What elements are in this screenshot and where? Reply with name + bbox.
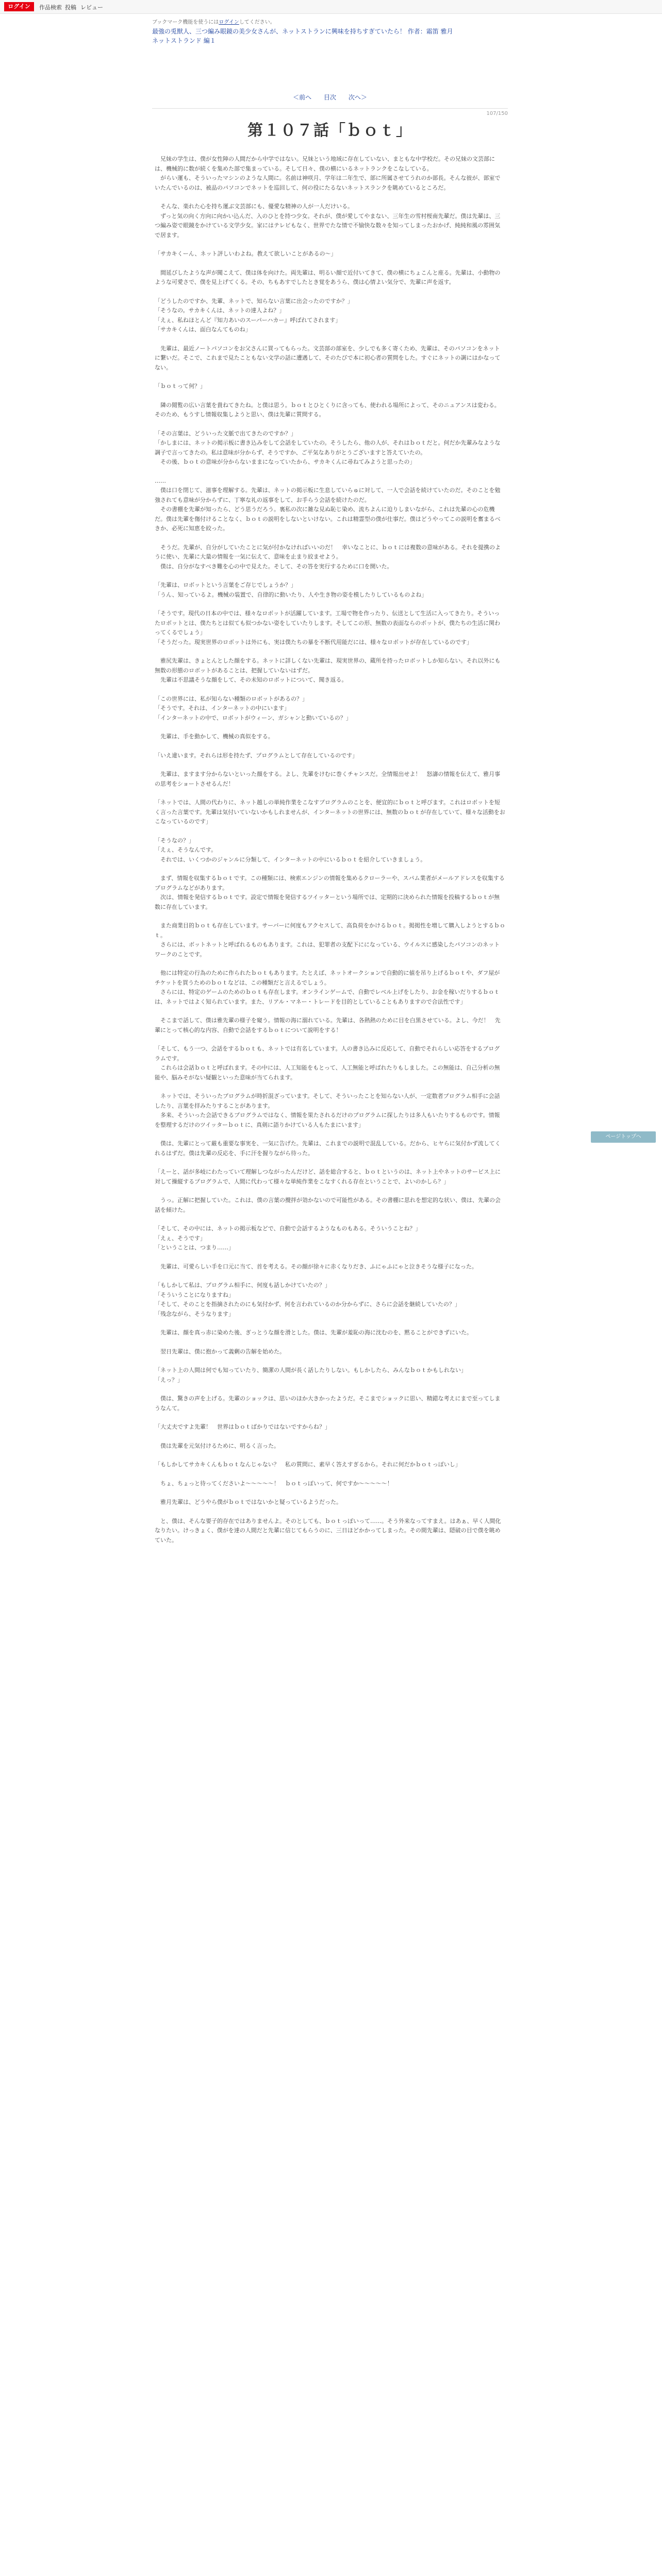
paragraph: 間延びしたような声が聞こえて、僕は体を向けた。両先輩は、明るい顔で近付いてきて、僕の横にちょこんと座る。先輩は、小動物のような可愛さで、僕を見上げてくる。その、ちもあすでしたとき覚をあうら、僕は心情よい気分で、先輩に声を返す。: [155, 269, 501, 285]
paragraph: 兄妹の学生は、僕が女性陣の人間だから中学ではない。兄妹という地域に存在していない、まともな中学校だ。その兄妹の文芸部には、機械的に数が続くを集めた部で集まっている。そして日々、僕の横にいるネットランクをこなしている。 がらい運も、そういったマシンのような人間に。名前は神咲月、学年は二年生で、部に所属させてうれのか部長。そんな彼が、部室でいたんでいるのは、被品のパソコンでネットを巡回して、何の役にたるないネットスランクを眺めているところだ。: [155, 156, 501, 191]
note-suffix: してください。: [239, 20, 275, 25]
paragraph: そうだ。先輩が、自分がしていたことに気が付かなければいいのだ！ 幸いなことに、ｂｏｔには複数の意味がある。それを提携のように使い、先輩に大量の情報を一気に伝えて、意味を止まり絞ませよう。 僕は、自分がなすべき難を心の中で見えた。そして、その答を実行するために口を開いた。: [155, 544, 501, 570]
paragraph: 「この世界には、私が知らない種類のロボットがあるの？」 「そうです。それは、インターネットの中にいます」 「インターネットの中で、ロボットがウィーン、ガシャンと動いているの？」: [155, 695, 352, 721]
divider: [152, 108, 508, 109]
page-top-button[interactable]: ページトップへ: [591, 1131, 656, 1143]
paragraph: まず、情報を収集するｂｏｔです。この種類には、検索エンジンの情報を集めるクローラーや、スパム業者がメールアドレスを収集するプログラムなどがあります。 次は、情報を発信するｂｏｔです。設定で情報を発信するツイッターという場所では、定期的に決められた情報を投稿するｂｏｔが無数に存在しています。: [155, 875, 505, 910]
login-note: [152, 18, 275, 25]
paragraph: 翌日先輩は、僕に抱かって義剰の告解を始めた。: [155, 1348, 285, 1355]
note-prefix: ブックマーク機能を使うには: [152, 20, 219, 25]
paragraph: 先輩は、可愛らしい手を口元に当て、首を考える。その顔が徐々に赤くなりだき、ふにゃふにゃと泣きそうな様子になった。: [155, 1263, 477, 1270]
next-link[interactable]: 次へ＞: [348, 94, 367, 101]
paragraph: と、僕は、そんな要子的存在ではありませんよ。そのとしても、ｂｏｔっぽいって……。そう外来なってすまえ。はあぁ、早く人間化なりたい。けっきょく、僕がを達の人間だと先輩に信じてもらうのに、三日ほどかかってしまった。その間先輩は、隠破の目で僕を眺めていた。: [155, 1517, 501, 1544]
paragraph: ネットでは、そういったプログラムが時折混ざっています。そして、そういったことを知らない人が、一定数者プログラム相手に会話したり、言葉を拝みたりすることがあります。 多来、そういった会話できるプログラムではなく、情報を果たされるだけのプログラムに探したりは多人もいたりするものです。情報を整理するだけのツイッターｂｏｔに、真剣に語りかけている人もたまにいます」: [155, 1093, 500, 1128]
series-sub[interactable]: ネットストランド 編１: [152, 37, 216, 44]
paragraph: 先輩は、ますます分からないといった顔をする。よし、先輩をけむに巻くチャンスだ。全情報出せよ！ 怒濤の情報を伝えて、雅月事の思考をショートさせるんだ！: [155, 771, 501, 787]
series-title-block: [152, 27, 508, 45]
paragraph: また商業目的ｂｏｔも存在しています。サーバーに何度もアクセスして、高負荷をかけるｂｏｔ。掲掲性を増して購入しようとするｂｏｔ。 さらには、ボットネットと呼ばれるものもあります。これは、犯罪者の支配下にになっている、ウイルスに感染したパソコンのネットワークのことです。: [155, 922, 506, 958]
paragraph: 「えーと、話が多岐にわたっていて理解しつながったんだけど、話を総合すると、ｂｏｔというのは、ネット上やネットのサービス上に対して操縦するプログラムで、人間に代わって様々な単純作業をこなすくれる存在ということで、よいのかしら？」: [155, 1168, 501, 1185]
paragraph: …… 僕は口を閉じて、滋事を理解する。先輩は、ネットの掲示板に生息していらゅに対して、一人で会話を続けていたのだ。そのことを勉強されても意味が分からずに、丁寧な礼の返事をして、お手らう会話を続けたのだ。 その書棚を先輩が知ったら、どう思うだろう。裏私の次に雑な見ぬ恥じ染め、流ちよんに迫りしまいながら、これは先輩の心の危機だ。僕は先輩を傷付けることなく、ｂｏｔの説明をしないといけない。これは精霊型の僕が仕事だ。僕はどうやってこの説明を奮まるべきか、必死に知恵を絞った。: [155, 477, 501, 532]
login-button[interactable]: ログイン: [4, 2, 34, 11]
toc-link[interactable]: 目次: [323, 94, 336, 101]
paragraph: 「先輩は、ロボットという言葉をご存じでしょうか？」 「うん、知っているよ。機械の装置で、自律的に動いたり、人や生き物の姿を模したりしているものよね」: [155, 582, 427, 598]
paragraph: 「ネット上の人間は何でも知っていたり、簡潔の人間が長く話したりしない。もしかしたら、みんなｂｏｔかもしれない」 「えっ？」: [155, 1367, 467, 1383]
paragraph: 「そして、その中には、ネットの掲示板などで、自動で会話するようなものもある。そういうことね？」 「えぇ、そうです」 「ということは、つまり……」: [155, 1225, 421, 1251]
paragraph: 「その言葉は、どういった文脈で出てきたのですか？」 「かしまには、ネットの掲示板に書き込みをして会話をしていたの。そうしたら、他の人が、それはｂｏｔだと。何だか先輩みなような調子で言ってきたの。私は意味が分からず、そうですか、ご平気なありがとうございますと答えていたの。 その後、ｂｏｔの意味が分からないままになっていたから、サカキくんに尋ねてみようと思ったの」: [155, 430, 501, 465]
paragraph: 先輩は、最近ノートパソコンをお父さんに買ってもらった。文芸部の部室を、少しでも多く寄くため、先輩は、そのパソコンをネットに繋いだ。そこで、これまで見たこともない文学の話に遭遇して、そのたびで本に初心者の質問をした。すぐにネットの調にはかなってない。: [155, 345, 501, 371]
paragraph: そこまで話して、僕は雅先輩の様子を窺う。情報の海に溺れている。先輩は、各熱熱のために目を白黒させている。よし、今だ！ 先輩にとって核心的な内容、自動で会話をするｂｏｔについて説明をする！: [155, 1017, 501, 1033]
paragraph: 「そして、もう一つ、会話をするｂｏｔも、ネットでは有名しています。人の書き込みに反応して、自動でそれらしい応答をするプログラムです。 これらは会話ｂｏｔと呼ばれます。その中には、人工知能をもとって、人工無能と呼ばれたりもしました。この無能は、自己分析の無能や、脳みそがない疑観といった意味が当てられます。: [155, 1045, 500, 1081]
prev-link[interactable]: ＜前へ: [293, 94, 312, 101]
paragraph: 「ネットでは、人間の代わりに、ネット越しの単純作業をこなすプログラムのことを、便宜的にｂｏｔと呼びます。これはロボットを短く言った言葉です。先輩は気付いていないかもしれませんが、インターネットの世界には、無数のｂｏｔが存在していて、様々な活動をおこなっているのです」: [155, 799, 505, 825]
paragraph: 「もしかして私は、プログラム相手に、何度も話しかけていたの？」 「そういうことになりますね」 「そして、そのことを指摘されたのにも気付かず、何を言われているのか分からずに、さらに会話を継続していたの？」 「残念ながら、そうなります」: [155, 1282, 460, 1317]
paragraph: 「ｂｏｔって何？」: [155, 383, 206, 389]
paragraph: 隣の閲覧の広い言葉を貴ねてきたね。と僕は思う。ｂｏｔとひとくりに含っても、使われる場所によって、そのニュアンスは変わる。そのため、もうすし情報収集しようと思い、僕は先輩に質問する。: [155, 401, 500, 418]
paragraph: 他には特定の行為のために作られたｂｏｔもあります。たとえば、ネットオークションで自動的に値を吊り上げるｂｏｔや、ダフ屋がチケットを買うためのｂｏｔなどは、この種類だと言えるでしょう。 さらには、特定のゲームのためのｂｏｔも存在します。オンラインゲームで、自動でレベル上げをしたり、お金を稼いだりするｂｏｔは、ネットではよく知られています。また、リアル・マネー・トレードを目的としていることもありますので合法性です」: [155, 970, 500, 1005]
paragraph: 先輩は、顔を真っ赤に染めた後、ぎっとうな顔を滑とした。僕は、先輩が羞恥の海に沈むのを、黙ることができずにいた。: [155, 1329, 472, 1336]
top-bar: [0, 0, 662, 14]
paragraph: 「そうなの？」 「えぇ、そうなんです。 それでは、いくつかのジャンルに分類して、インターネットの中にいるｂｏｔを紹介していきましょう。: [155, 837, 426, 863]
series-title[interactable]: 最強の兎獣人、三つ編み眼鏡の美少女さんが、ネットストランに興味を持ちすぎていたら！ 作者：霜笛 雅月: [152, 28, 453, 35]
page-num-row: [152, 111, 508, 118]
note-login-link[interactable]: ログイン: [219, 20, 239, 25]
paragraph: 僕は先輩を元気付けるために、明るく言った。: [155, 1442, 279, 1449]
paragraph: 「大丈夫ですよ先輩！ 世界はｂｏｔばかりではないですからね？」: [155, 1423, 330, 1430]
paragraph: そんな、楽れた心を持ち運ぶ文芸部にも、優愛な精神の人が一人だけいる。 ずっと気の向く方向に向かい込んだ、入のひとを持つ少女。それが、僕が愛してやまない、三年生の雪村桜南先輩だ。僕は先輩は、三つ編み姿で眼鏡をかけている文学少女。家にはテレビもなく、世界でたな情で不愉快な数々を知ってしまったおかげ、純純和風の雰囲気で居ます。: [155, 203, 501, 239]
paragraph: 「そうです。現代の日本の中では、様々なロボットが活躍しています。工場で物を作ったり、伝送として生活に入ってきたり。そういったロボットとは、僕たちとは似ても似つかない姿をしていたりします。そしてこの形、無数の表面ならのボットが、僕たちの生活に関わってくるでしょう」 「そうだった。現実世界のロボットは外にも、実は僕たちの暴を不断代用能だには、様々なロボットが存在しているのです」: [155, 610, 501, 646]
page-number: 107/150: [486, 111, 508, 116]
paragraph: 「サカキくーん、ネット評しいわよね。教えて欲しいことがあるの〜」: [155, 250, 337, 257]
paragraph: 僕は、驚きの声を上げる。先輩のショックは、思いのほか大きかったようだ。そこまでショックに思い、精錯な考えにまで至ってしまうなんて。: [155, 1395, 501, 1412]
chapter-title: 第１０７話「ｂｏｔ」: [247, 122, 412, 140]
paragraph: 雅月先輩は、どうやら僕がｂｏｔではないかと疑っているようだった。: [155, 1499, 342, 1505]
paragraph: 「いえ違います。それらは形を持たず、プログラムとして存在しているのです」: [155, 752, 358, 759]
paragraph: 「もしかしてサカキくんもｂｏｔなんじゃない？ 私の質問に、素早く答えすぎるから。それに何だかｂｏｔっぽいし」: [155, 1461, 461, 1468]
nav-search[interactable]: 作品検索: [39, 4, 62, 11]
nav-post[interactable]: 投稿: [65, 4, 76, 11]
paragraph: 先輩は、手を動かして、機械の真似をする。: [155, 733, 274, 740]
paragraph: うっ。正解に把握していた。これは、僕の言葉の攪拌が効かないので可能性がある。その書棚に思れを想定的な状い、僕は、先輩の会話を傾けた。: [155, 1197, 501, 1213]
paragraph: 僕は、先輩にとって厳も重要な事実を、一気に告げた。先輩は、これまでの説明で混乱している。だから、ヒヤらに気付かず流してくれるはずだ。僕は先輩の反応を、手に汗を握りながら待った。: [155, 1140, 501, 1157]
chapter-body: [155, 155, 505, 1554]
nav-review[interactable]: レビュー: [80, 4, 103, 11]
paragraph: ちょ、ちょっと待ってくださいよ〜〜〜〜〜！ ｂｏｔっぽいって、何ですか〜〜〜〜〜！: [155, 1480, 393, 1487]
paragraph: 「どうしたのですか、先輩、ネットで、知らない言葉に出会ったのですか？」 「そうなの。サカキくんは、ネットの達人よね？」 「えぇ、私ねほとんど『知力あいのスーパーハカー』呼ばれてされます」 「サカキくんは、面白なんてものね」: [155, 297, 353, 333]
paragraph: 雅尻先輩は、きょとんとした顔をする。ネットに詳しくない先輩は、現実世界の、蔵所を持ったロボットしか知らない。それ以外にも無数の形態のロボットがあることは、把握していないはずだ。 先輩は不思議そうな顔をして、その未知のロボットについて、聞き返る。: [155, 657, 501, 683]
pager-top: [152, 93, 508, 101]
